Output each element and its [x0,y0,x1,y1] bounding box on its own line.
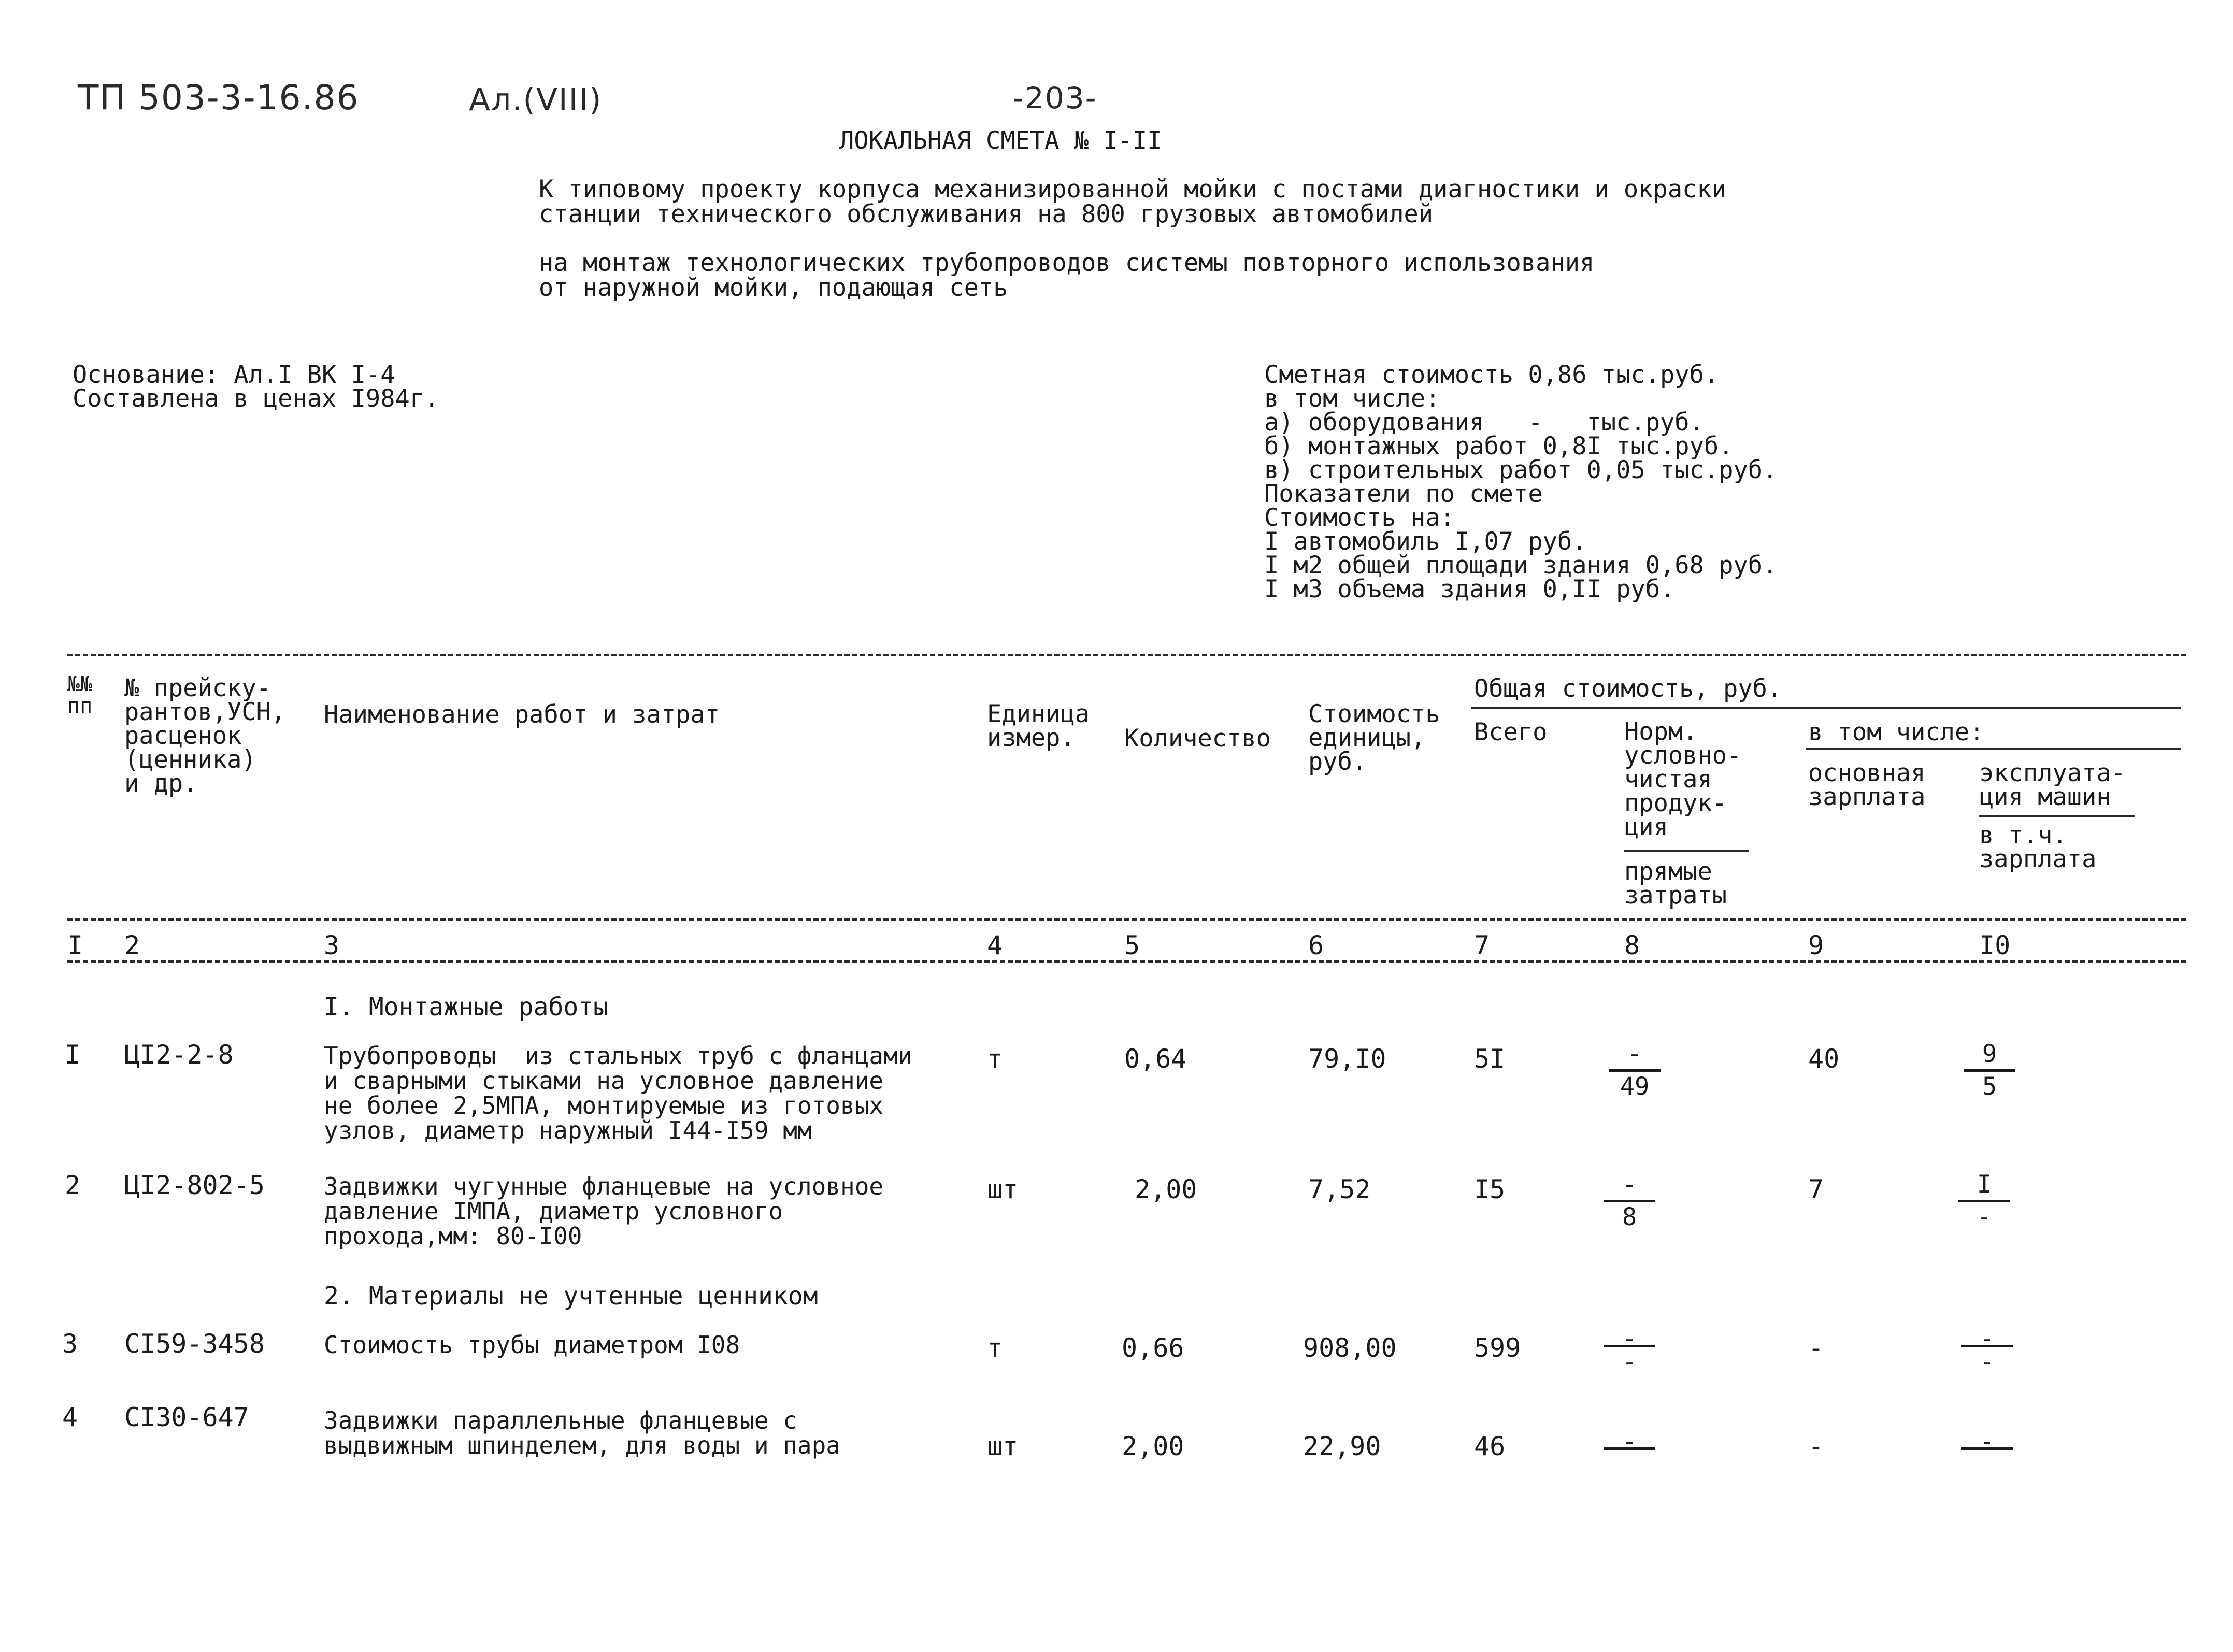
header-col-8-top: Норм. условно- чистая продук- ция [1624,717,1742,841]
row-3-c10-fraction [1961,1326,2013,1376]
estimate-title: ЛОКАЛЬНАЯ СМЕТА № I-II [839,126,1162,155]
header-col-4: Единица измер. [987,700,1090,752]
header-col-1: №№ пп [67,672,93,718]
summary-line-5: Показатели по смете [1264,480,1543,508]
header-col-6: Стоимость единицы, руб. [1308,700,1440,776]
row-4-c10-fraction [1961,1427,2013,1456]
row-2-c8-den: 8 [1622,1203,1637,1231]
row-3-c8-den: - [1622,1348,1637,1376]
row-3-code: СI59-3458 [124,1329,265,1359]
row-3-c8-fraction [1604,1326,1655,1376]
row-1-c8-bar [1609,1069,1661,1072]
row-4-number: 4 [62,1402,78,1432]
header-col-8-rule [1624,850,1749,852]
row-4-code: СI30-647 [124,1402,249,1432]
row-1-c8-fraction [1609,1041,1661,1101]
row-4-name: Задвижки параллельные фланцевые с выдвижным шпинделем, для воды и пара [324,1406,840,1459]
row-1-c10-bar [1964,1069,2015,1072]
row-3-price: 908,00 [1303,1333,1397,1363]
row-1-qty: 0,64 [1124,1044,1187,1074]
row-4-c9: - [1808,1431,1824,1461]
basis-line-2: Составлена в ценах I984г. [73,384,439,413]
row-2-qty: 2,00 [1135,1174,1197,1204]
header-total-group: Общая стоимость, руб. [1474,674,1782,703]
colnum-7: 7 [1474,930,1490,960]
summary-line-6: Стоимость на: [1264,504,1455,532]
row-2-c10-num: I [1977,1170,1992,1199]
project-line-1: К типовому проекту корпуса механизированной мойки с постами диагностики и окраски [539,175,1727,204]
header-col-3: Наименование работ и затрат [324,700,720,729]
row-2-c8-fraction [1604,1172,1655,1231]
row-4-price: 22,90 [1303,1431,1381,1461]
doc-code: ТП 503-3-16.86 [78,78,360,118]
colnum-6: 6 [1308,930,1324,960]
section-2-title: 2. Материалы не учтенные ценником [324,1282,818,1311]
row-3-c10-num: - [1979,1325,1995,1353]
row-2-c8-bar [1604,1200,1655,1202]
row-4-c8-fraction [1604,1427,1655,1456]
row-2-c10-bar [1958,1200,2010,1202]
row-2-c9: 7 [1808,1174,1824,1204]
header-col-7: Всего [1474,718,1548,746]
colnum-5: 5 [1124,930,1140,960]
row-3-number: 3 [62,1329,78,1359]
row-1-c10-num: 9 [1982,1040,1997,1068]
header-col-2: № прейску- рантов,УСН, расценок (ценника) и др. [124,674,286,798]
row-4-c10-num: - [1979,1427,1995,1456]
row-3-unit: т [987,1333,1003,1363]
header-col-10-rule [1979,815,2135,817]
project-line-2: станции технического обслуживания на 800 грузовых автомобилей [539,200,1434,228]
colnum-4: 4 [987,930,1003,960]
header-group-rule [1471,707,2181,709]
row-1-code: ЦI2-2-8 [124,1040,234,1070]
row-3-name: Стоимость трубы диаметром I08 [324,1331,740,1359]
colnum-8: 8 [1624,930,1640,960]
row-1-c10-fraction [1964,1041,2015,1101]
summary-line-4: в) строительных работ 0,05 тыс.руб. [1264,456,1778,484]
header-col-10-bottom: в т.ч. зарплата [1979,821,2097,873]
header-col-8-bottom: прямые затраты [1624,857,1727,910]
row-1-unit: т [987,1044,1003,1074]
row-3-c8-num: - [1622,1325,1637,1353]
row-1-number: I [65,1040,81,1070]
row-3-qty: 0,66 [1122,1333,1184,1363]
album-ref: Ал.(VIII) [469,82,603,118]
header-subgroup-rule [1806,748,2181,750]
colnum-2: 2 [124,930,140,960]
header-subgroup: в том числе: [1808,718,1984,746]
summary-line-0: Сметная стоимость 0,86 тыс.руб. [1264,361,1719,389]
colnum-1: I [67,930,83,960]
header-col-10-top: эксплуата- ция машин [1979,759,2126,811]
row-2-number: 2 [65,1170,81,1200]
summary-line-1: в том числе: [1264,384,1440,413]
colnum-3: 3 [324,930,340,960]
colnum-9: 9 [1808,930,1824,960]
row-2-price: 7,52 [1308,1174,1371,1204]
row-2-c10-den: - [1977,1203,1992,1231]
row-1-c9: 40 [1808,1044,1840,1074]
row-4-qty: 2,00 [1122,1431,1184,1461]
header-col-5: Количество [1124,724,1271,753]
header-col-9: основная зарплата [1808,759,1926,811]
section-1-title: I. Монтажные работы [324,993,609,1022]
table-top-rule [67,654,2186,656]
row-4-total: 46 [1474,1431,1506,1461]
header-bottom-rule [67,918,2186,921]
summary-line-2: а) оборудования - тыс.руб. [1264,408,1704,437]
basis-line-1: Основание: Ал.I ВК I-4 [73,361,395,389]
row-3-c9: - [1808,1333,1824,1363]
summary-line-3: б) монтажных работ 0,8I тыс.руб. [1264,432,1734,461]
subject-line-2: от наружной мойки, подающая сеть [539,274,1008,302]
row-1-price: 79,I0 [1308,1044,1386,1074]
colnum-bottom-rule [67,960,2186,963]
row-3-total: 599 [1474,1333,1521,1363]
row-1-c10-den: 5 [1982,1072,1997,1101]
summary-line-9: I м3 объема здания 0,II руб. [1264,575,1675,604]
row-1-c8-den: 49 [1620,1072,1650,1101]
row-1-c8-num: - [1627,1040,1642,1068]
row-2-code: ЦI2-802-5 [124,1170,265,1200]
row-2-c8-num: - [1622,1170,1637,1199]
row-4-unit: шт [987,1431,1019,1461]
row-4-c8-num: - [1622,1427,1637,1456]
row-1-total: 5I [1474,1044,1506,1074]
row-3-c10-den: - [1979,1348,1995,1376]
page-number: -203- [1013,80,1097,116]
row-2-name: Задвижки чугунные фланцевые на условное давление IМПА, диаметр условного прохода,мм: 80-I00 [324,1172,884,1250]
summary-line-8: I м2 общей площади здания 0,68 руб. [1264,551,1778,580]
subject-line-1: на монтаж технологических трубопроводов системы повторного использования [539,249,1595,277]
colnum-10: I0 [1979,930,2011,960]
row-2-unit: шт [987,1174,1019,1204]
row-2-c10-fraction [1958,1172,2010,1231]
row-1-name: Трубопроводы из стальных труб с фланцами и сварными стыками на условное давление не более 2,5МПА, монтируемые из готовых узлов, диаметр наружный I44-I59 мм [324,1042,912,1144]
row-2-total: I5 [1474,1174,1506,1204]
summary-line-7: I автомобиль I,07 руб. [1264,527,1587,556]
